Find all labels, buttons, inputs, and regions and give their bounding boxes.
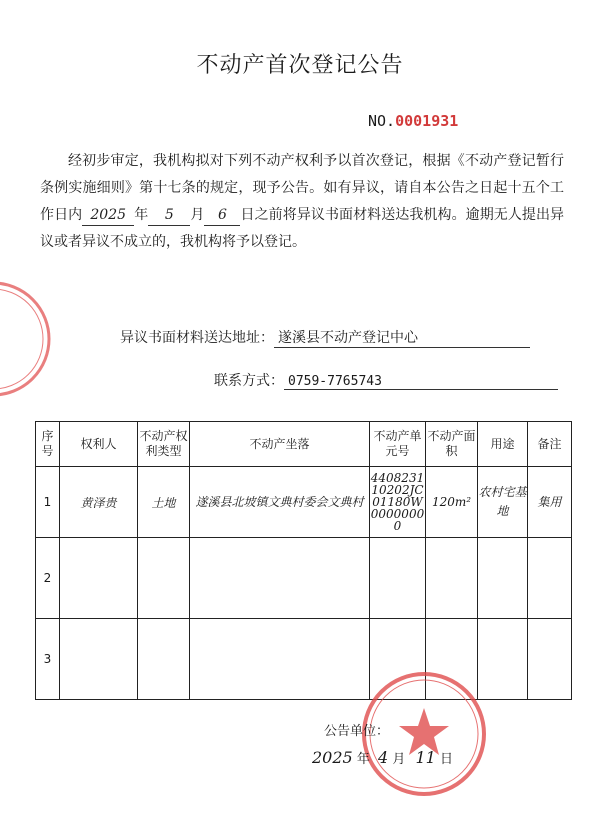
cell-area: 120m²	[426, 467, 478, 538]
deadline-month-unit: 月	[190, 207, 205, 223]
cell-no: 1	[36, 467, 60, 538]
cell-owner: 黄泽贵	[60, 467, 138, 538]
header-no: 序号	[36, 422, 60, 467]
cell-unit-no	[370, 538, 426, 619]
issue-date-year-unit: 年	[356, 752, 370, 767]
cell-area	[426, 538, 478, 619]
cell-right-type	[138, 538, 190, 619]
cell-remark: 集用	[528, 467, 572, 538]
notice-number	[368, 112, 458, 130]
notice-number-prefix: NO.	[368, 112, 396, 130]
left-seal-fragment	[0, 276, 56, 402]
address-value: 遂溪县不动产登记中心	[274, 327, 530, 348]
cell-remark	[528, 619, 572, 700]
contact-value: 0759-7765743	[284, 374, 558, 390]
cell-location	[190, 538, 370, 619]
notice-intro-text: 经初步审定，我机构拟对下列不动产权利予以首次登记，根据《不动产登记暂行条例实施细则》第十七条的规定，现予公告。如有异议，请自本公告之日起十五个工作日内	[40, 153, 564, 223]
table-row	[36, 619, 572, 700]
deadline-month: 5	[148, 205, 190, 226]
objection-address	[120, 327, 530, 348]
notice-outro-text: 将异议书面材料送达我机构。逾期无人提出异议或者异议不成立的，我机构将予以登记。	[40, 207, 565, 250]
issue-date-month-unit: 月	[392, 752, 406, 767]
deadline-day-unit: 日之前	[240, 207, 283, 223]
cell-use	[478, 538, 528, 619]
cell-use: 农村宅基地	[478, 467, 528, 538]
header-owner: 权利人	[60, 422, 138, 467]
registration-table	[35, 421, 572, 700]
header-location: 不动产坐落	[190, 422, 370, 467]
cell-location	[190, 619, 370, 700]
header-unit-no: 不动产单元号	[370, 422, 426, 467]
cell-no: 3	[36, 619, 60, 700]
issue-date-month: 4	[378, 748, 389, 767]
header-right-type: 不动产权利类型	[138, 422, 190, 467]
notice-body	[40, 148, 564, 256]
table-row	[36, 538, 572, 619]
issue-date	[312, 748, 453, 767]
header-remark: 备注	[528, 422, 572, 467]
cell-use	[478, 619, 528, 700]
deadline-year-unit: 年	[134, 207, 149, 223]
deadline-day: 6	[204, 205, 240, 226]
cell-location: 遂溪县北坡镇文典村委会文典村	[190, 467, 370, 538]
header-use: 用途	[478, 422, 528, 467]
deadline-year: 2025	[82, 205, 134, 226]
cell-unit-no: 440823110202JC01180W00000000	[370, 467, 426, 538]
cell-right-type: 土地	[138, 467, 190, 538]
contact-label: 联系方式：	[214, 373, 284, 389]
issue-date-day: 11	[415, 748, 436, 767]
table-row	[36, 467, 572, 538]
cell-right-type	[138, 619, 190, 700]
issue-date-year: 2025	[312, 748, 353, 767]
header-area: 不动产面积	[426, 422, 478, 467]
address-label: 异议书面材料送达地址：	[120, 330, 274, 346]
cell-owner	[60, 619, 138, 700]
cell-no: 2	[36, 538, 60, 619]
cell-owner	[60, 538, 138, 619]
agency-label: 公告单位：	[324, 724, 390, 739]
notice-number-value: 0001931	[395, 112, 459, 130]
contact-info	[214, 370, 558, 390]
notice-title: 不动产首次登记公告	[196, 53, 404, 78]
issue-date-day-unit: 日	[440, 752, 454, 767]
table-header-row	[36, 422, 572, 467]
cell-remark	[528, 538, 572, 619]
